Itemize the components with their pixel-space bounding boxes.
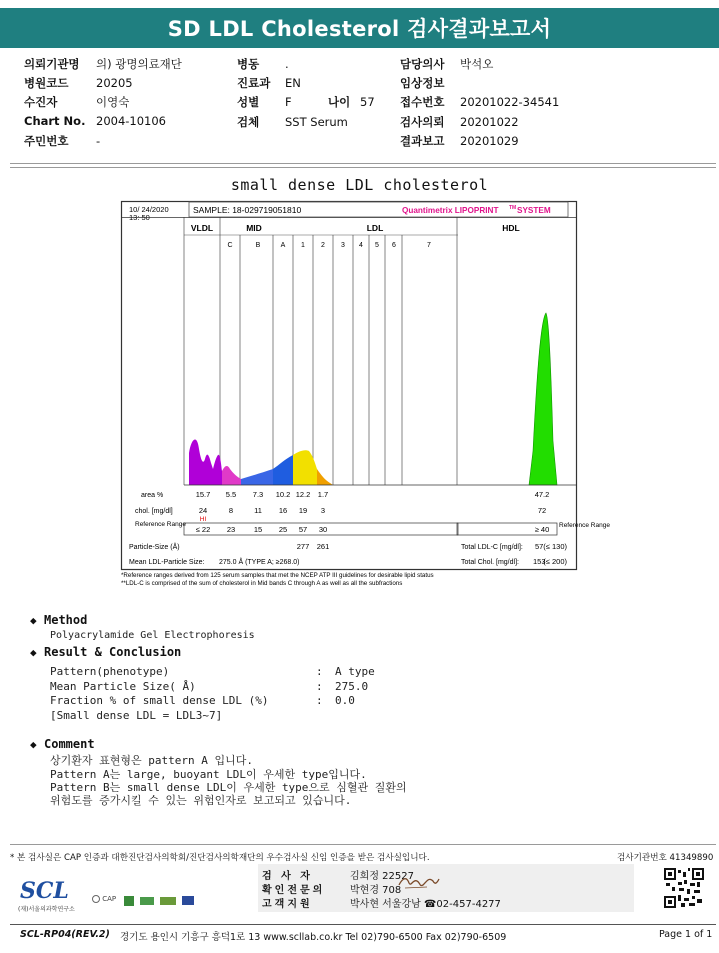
header-value: F [285,95,292,109]
header-label: 임상정보 [400,76,445,90]
diamond-bullet-icon: ◆ [30,738,37,751]
band-label: B [255,242,261,249]
header-divider [10,167,716,168]
total-ldl-value: 57 [535,542,544,551]
comment-line: Pattern A는 large, buoyant LDL이 우세한 type입니다. [50,768,367,781]
accreditation-icon [160,897,176,905]
lipoprint-chart [121,201,610,587]
band-label: C [227,242,233,249]
ref-value: ≤ 22 [195,525,211,534]
comment-heading [30,737,95,751]
row-label-ref: Reference Range [135,521,186,528]
band-label: 1 [301,242,305,249]
header-label: 담당의사 [400,57,445,71]
row-label-area: area % [141,492,164,499]
header-value: 20201022-34541 [460,95,560,109]
comment-line: 상기환자 표현형은 pattern A 입니다. [50,754,253,767]
chol-value: 3 [320,506,326,515]
hdl-ref-value: ≥ 40 [534,525,550,534]
diamond-bullet-icon: ◆ [30,646,37,659]
signer-label: 확인전문의 [262,885,326,896]
sample-id: SAMPLE: 18-029719051810 [193,205,302,215]
brand-name: Quantimetrix LIPOPRINT [402,206,499,215]
area-value: 10.2 [275,490,291,499]
chart-title: small dense LDL cholesterol [230,176,489,194]
doctor-signature [397,873,441,891]
hdl-chol-value: 72 [537,506,547,515]
chol-value: 16 [278,506,288,515]
area-value: 7.3 [252,490,264,499]
chol-value: 8 [228,506,234,515]
accreditation-icon [140,897,154,905]
lab-address: 경기도 용인시 기흥구 흥덕1로 13 www.scllab.co.kr Tel 02)790-6500 Fax 02)790-6509 [120,932,507,943]
header-value: 20205 [96,76,133,90]
header-value: EN [285,76,301,90]
ref-value: 25 [278,525,288,534]
header-label: Chart No. [24,114,86,128]
method-heading-text: Method [44,613,88,627]
comment-heading-text: Comment [44,737,95,751]
result-row-value: 0.0 [335,694,355,707]
scl-logo: SCL [20,878,69,904]
header-label: 접수번호 [400,95,445,109]
result-row-colon: : [316,680,323,693]
ref-value: 57 [298,525,308,534]
header-value: 이영숙 [96,95,130,109]
area-value: 1.7 [317,490,329,499]
page-number: Page 1 of 1 [659,929,713,940]
signer-value: 박현경 708 [350,885,402,896]
result-row-label: Mean Particle Size( Å) [50,680,196,693]
result-heading [30,645,181,659]
band-label: 3 [341,242,345,249]
header-label: 검사의뢰 [400,115,445,129]
total-ldl-ref: (≤ 130) [543,542,567,551]
footnote: *Reference ranges derived from 125 serum samples that met the NCEP ATP III guidelines for desirable lipid status [121,572,434,579]
header-label: 의뢰기관명 [24,57,80,71]
hdl-area-value: 47.2 [534,490,550,499]
band-label: 5 [375,242,379,249]
group-label-vldl: VLDL [190,223,214,233]
row-label-particle: Particle-Size (Å) [129,544,180,551]
band-label: 2 [321,242,325,249]
header-label: 결과보고 [400,134,445,148]
accreditation-icon [124,896,134,906]
header-value: 2004-10106 [96,114,166,128]
header-divider [10,163,716,164]
chol-value: 11 [254,506,262,515]
total-chol-ref: (≤ 200) [543,557,567,566]
lab-number-value: 41349890 [669,853,714,863]
hi-flag: HI [199,516,207,523]
header-label: 병원코드 [24,76,69,90]
band-label: 7 [427,242,431,249]
chart-date: 10/ 24/2020 [129,205,169,214]
mean-particle-value: 275.0 Å (TYPE A; ≥268.0) [219,559,300,566]
method-heading [30,613,87,627]
bottom-divider [10,924,716,925]
cap-logo-text: CAP [102,895,117,903]
result-row-label: Fraction % of small dense LDL (%) [50,694,269,707]
chol-value: 19 [298,506,308,515]
header-value: SST Serum [285,115,348,129]
band-label: 6 [392,242,396,249]
brand-suffix: SYSTEM [517,206,551,215]
footnote: **LDL-C is comprised of the sum of cholesterol in Mid bands C through A as well as all the subfractions [121,580,403,587]
area-value: 12.2 [295,490,311,499]
age-label: 나이 [328,95,351,109]
lab-number-label: 검사기관번호 [617,853,667,863]
method-text: Polyacrylamide Gel Electrophoresis [50,630,255,641]
result-row-value: 275.0 [335,680,369,693]
header-value: 의) 광명의료재단 [96,57,182,71]
header-label: 검체 [237,115,260,129]
signer-label: 검 사 자 [262,871,313,882]
header-value: 20201022 [460,115,519,129]
result-row-value: A type [335,665,375,678]
certification-note: * 본 검사실은 CAP 인증과 대한진단검사의학회/진단검사의학재단의 우수검사실 신임 인증을 받은 검사실입니다. [10,853,430,863]
area-value: 5.5 [225,490,237,499]
header-label: 주민번호 [24,134,69,148]
cap-seal-icon [92,895,100,903]
scl-logo-subtitle: (재)서울의과학연구소 [18,906,75,913]
header-value: 박석오 [460,57,494,71]
comment-line: 위험도를 증가시킬 수 있는 위험인자로 보고되고 있습니다. [50,794,352,807]
ref-value: 23 [226,525,236,534]
ref-value: 15 [253,525,263,534]
total-chol-value: 153 [533,557,546,566]
header-label: 병동 [237,57,260,71]
band-label: A [280,242,286,249]
result-row-colon: : [316,694,323,707]
signer-value: 김희정 22527 [350,871,414,882]
header-label: 진료과 [237,76,271,90]
ref-value: 30 [318,525,328,534]
group-label-ldl: LDL [366,223,384,233]
row-label-mean: Mean LDL-Particle Size: [129,559,205,566]
accreditation-icon [182,896,194,905]
header-value: 20201029 [460,134,519,148]
accreditation-logos [124,896,194,906]
group-label-hdl: HDL [502,223,520,233]
signer-label: 고객지원 [262,899,313,910]
diamond-bullet-icon: ◆ [30,614,37,627]
band-label: 4 [359,242,363,249]
result-row-label: Pattern(phenotype) [50,665,170,678]
area-value: 15.7 [195,490,211,499]
brand-tm: TM [509,205,517,211]
header-label: 성별 [237,95,260,109]
row-label-chol: chol. [mg/dl] [135,508,173,515]
chart-time: 13: 50 [129,213,150,222]
header-value: - [96,134,101,148]
form-code: SCL-RP04(REV.2) [20,929,110,940]
particle-value: 277 [296,542,310,551]
total-chol-label: Total Chol. [mg/dl]: [461,559,519,566]
header-value: . [285,57,289,71]
result-row-colon: : [316,665,323,678]
chol-value: 24 [198,506,208,515]
age-value: 57 [360,95,375,109]
result-note: [Small dense LDL = LDL3~7] [50,709,223,722]
signer-value: 박사현 서울강남 ☎02-457-4277 [350,899,501,910]
comment-line: Pattern B는 small dense LDL이 우세한 type으로 심혈관 질환의 [50,781,407,794]
chart-frame [122,202,577,570]
result-heading-text: Result & Conclusion [44,645,182,659]
header-label: 수진자 [24,95,58,109]
total-ldl-label: Total LDL-C [mg/dl]: [461,544,523,551]
particle-value: 261 [316,542,330,551]
qr-code-icon [664,868,704,908]
footer-divider [10,844,716,845]
report-title: SD LDL Cholesterol 검사결과보고서 [0,8,719,48]
ref-side-label: Reference Range [559,522,610,529]
cap-logo [92,895,116,903]
lab-number [617,851,713,863]
group-label-mid: MID [246,223,262,233]
